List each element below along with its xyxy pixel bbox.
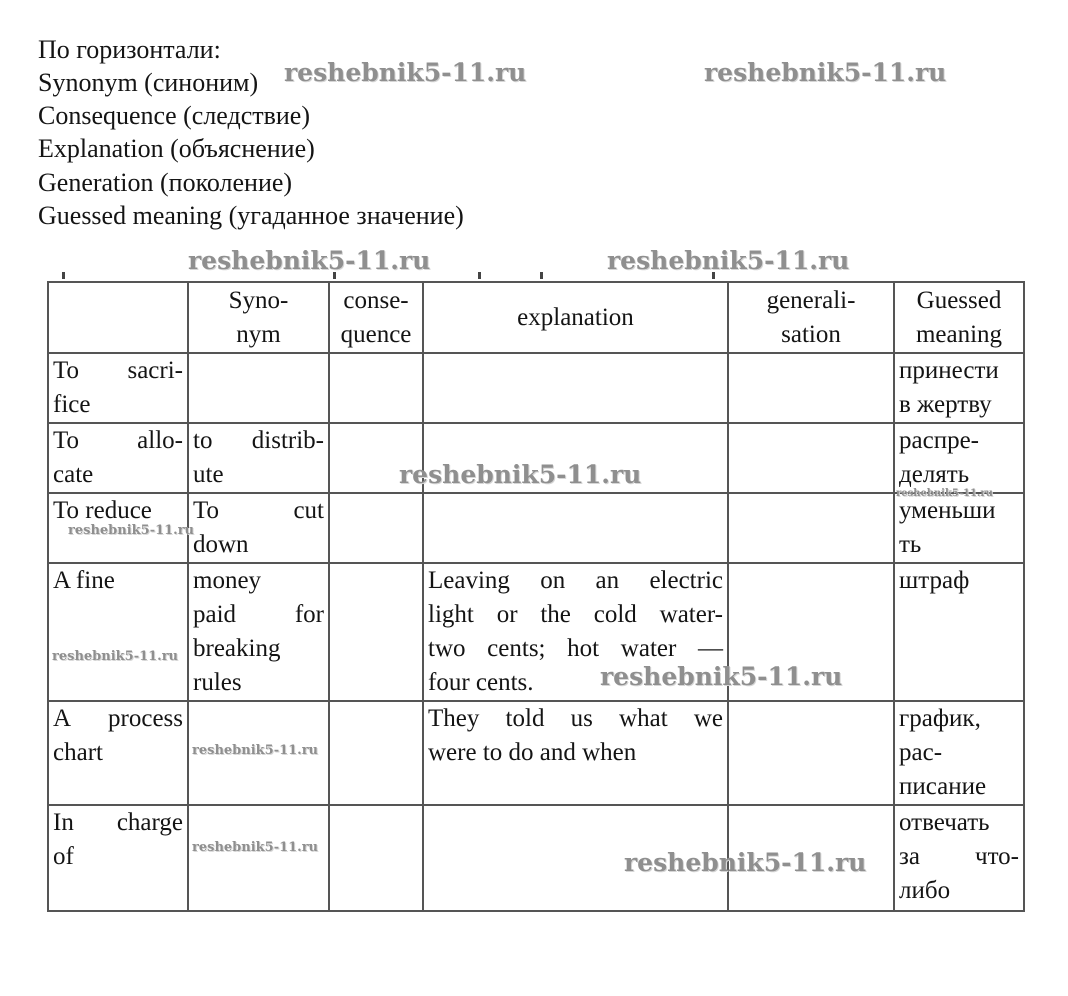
cell-text: To allo- — [53, 427, 183, 454]
header-text: nym — [236, 320, 281, 348]
intro-line-explanation: Explanation (объяснение) — [38, 134, 315, 163]
table-header-row — [48, 282, 1024, 353]
watermark: reshebnik5-11.ru — [68, 523, 195, 538]
cell-generalisation — [728, 701, 894, 805]
intro-line-guessed-meaning: Guessed meaning (угаданное значение) — [38, 201, 464, 230]
cell-text: делять — [899, 461, 970, 488]
header-text: Guessed — [916, 286, 1002, 314]
cell-synonym — [188, 563, 329, 701]
scan-mark — [478, 272, 481, 279]
watermark: reshebnik5-11.ru — [52, 649, 179, 664]
cell-text: распре- — [899, 427, 979, 454]
cell-meaning — [894, 493, 1024, 563]
cell-synonym — [188, 805, 329, 911]
header-text: explanation — [517, 303, 634, 331]
cell-generalisation — [728, 493, 894, 563]
cell-meaning — [894, 423, 1024, 493]
header-text: conse- — [343, 286, 409, 314]
cell-text: rules — [193, 669, 242, 696]
cell-word — [48, 353, 188, 423]
watermark: reshebnik5-11.ru — [399, 460, 642, 489]
watermark: reshebnik5-11.ru — [624, 848, 867, 877]
cell-text: In charge — [53, 809, 183, 836]
intro-line-generation: Generation (поколение) — [38, 168, 293, 197]
cell-text: штраф — [899, 567, 970, 594]
cell-text: paid for — [193, 601, 324, 628]
cell-text: рас- — [899, 739, 943, 766]
vocabulary-table — [47, 281, 1025, 912]
cell-meaning — [894, 701, 1024, 805]
header-text: quence — [340, 320, 412, 348]
cell-text: A process — [53, 705, 183, 732]
cell-meaning — [894, 563, 1024, 701]
cell-explanation — [423, 701, 728, 805]
header-text: meaning — [915, 320, 1003, 348]
cell-consequence — [329, 493, 423, 563]
header-text: generali- — [766, 286, 856, 314]
cell-meaning — [894, 805, 1024, 911]
cell-text: писание — [899, 773, 987, 800]
cell-synonym — [188, 423, 329, 493]
watermark: reshebnik5-11.ru — [188, 246, 431, 275]
cell-synonym — [188, 353, 329, 423]
table-row — [48, 805, 1024, 911]
watermark: reshebnik5-11.ru — [192, 840, 319, 855]
cell-text: four cents. — [428, 669, 534, 696]
intro-heading: По горизонтали: — [38, 35, 221, 64]
cell-text: ute — [193, 461, 224, 488]
watermark: reshebnik5-11.ru — [704, 58, 947, 87]
scan-mark — [62, 272, 65, 279]
cell-word — [48, 563, 188, 701]
cell-consequence — [329, 805, 423, 911]
cell-word — [48, 805, 188, 911]
cell-text: график, — [899, 705, 981, 732]
cell-text: Leaving on an electric — [428, 567, 723, 594]
cell-consequence — [329, 353, 423, 423]
header-text: Syno- — [228, 286, 289, 314]
cell-generalisation — [728, 423, 894, 493]
table-row — [48, 493, 1024, 563]
cell-text: за что- — [899, 843, 1019, 870]
cell-word — [48, 423, 188, 493]
watermark: reshebnik5-11.ru — [896, 488, 993, 499]
cell-text: в жертву — [899, 391, 992, 418]
cell-text: cate — [53, 461, 94, 488]
header-cell-empty — [48, 282, 188, 353]
cell-text: of — [53, 843, 74, 870]
table-row — [48, 353, 1024, 423]
cell-text: To sacri- — [53, 357, 183, 384]
cell-text: A fine — [53, 567, 115, 594]
cell-text: money — [193, 567, 262, 594]
header-cell-synonym — [188, 282, 329, 353]
header-cell-guessed-meaning — [894, 282, 1024, 353]
cell-word — [48, 701, 188, 805]
intro-line-consequence: Consequence (следствие) — [38, 101, 311, 130]
cell-text: down — [193, 531, 249, 558]
header-cell-generalisation — [728, 282, 894, 353]
cell-text: ть — [899, 531, 922, 558]
cell-text: To cut — [193, 497, 324, 524]
cell-text: two cents; hot water — — [428, 635, 723, 662]
cell-consequence — [329, 563, 423, 701]
cell-text: To reduce — [53, 497, 152, 524]
cell-text: light or the cold water- — [428, 601, 723, 628]
watermark: reshebnik5-11.ru — [284, 58, 527, 87]
cell-text: уменьши — [899, 497, 996, 524]
cell-text: chart — [53, 739, 103, 766]
cell-text: отвечать — [899, 809, 990, 836]
watermark: reshebnik5-11.ru — [192, 743, 319, 758]
header-cell-consequence — [329, 282, 423, 353]
cell-text: to distrib- — [193, 427, 324, 454]
cell-consequence — [329, 701, 423, 805]
cell-text: либо — [899, 877, 951, 904]
table-row — [48, 563, 1024, 701]
header-cell-explanation — [423, 282, 728, 353]
cell-explanation — [423, 493, 728, 563]
cell-explanation — [423, 353, 728, 423]
cell-text: breaking — [193, 635, 281, 662]
cell-synonym — [188, 493, 329, 563]
cell-text: They told us what we — [428, 705, 723, 732]
cell-text: fice — [53, 391, 91, 418]
scan-mark — [540, 272, 543, 279]
cell-generalisation — [728, 353, 894, 423]
intro-line-synonym: Synonym (синоним) — [38, 68, 259, 97]
header-text: sation — [781, 320, 841, 348]
cell-text: were to do and when — [428, 739, 637, 766]
watermark: reshebnik5-11.ru — [600, 662, 843, 691]
watermark: reshebnik5-11.ru — [607, 246, 850, 275]
cell-meaning — [894, 353, 1024, 423]
cell-text: принести — [899, 357, 999, 384]
